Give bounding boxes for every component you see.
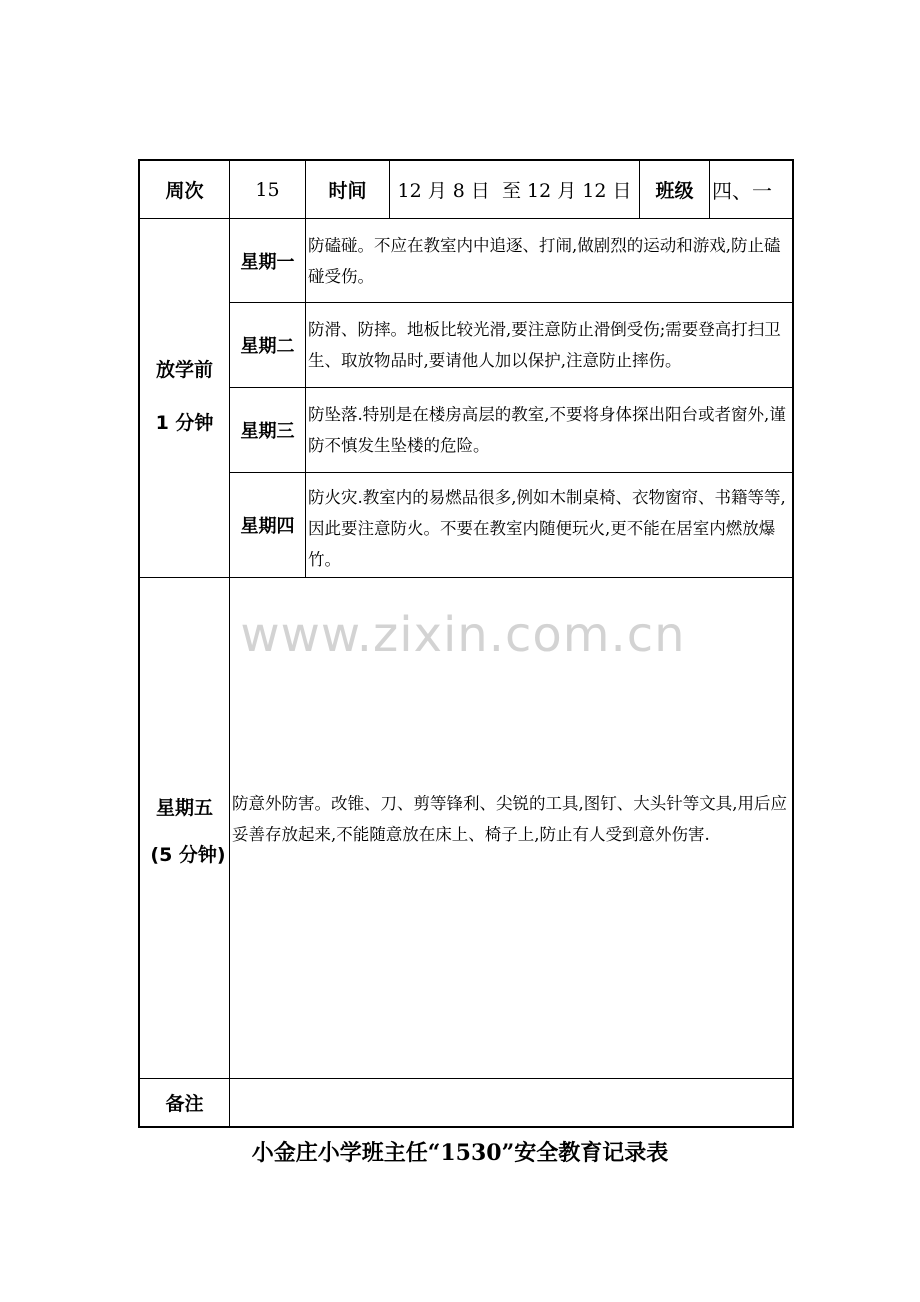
class-value: 四、一 (712, 179, 772, 203)
remarks-value[interactable] (230, 1079, 792, 1126)
day-text-wednesday: 防坠落.特别是在楼房高层的教室,不要将身体探出阳台或者窗外,谨防不慎发生坠楼的危险。 (308, 405, 786, 455)
day-label-wednesday: 星期三 (240, 421, 295, 442)
day-text-monday: 防磕碰。不应在教室内中追逐、打闹,做剧烈的运动和游戏,防止磕碰受伤。 (308, 236, 781, 286)
friday-text: 防意外防害。改锥、刀、剪等锋利、尖锐的工具,图钉、大头针等文具,用后应妥善存放起来,不能随意放在床上、椅子上,防止有人受到意外伤害. (232, 794, 787, 844)
table-border-right (792, 159, 794, 1128)
table-caption: 小金庄小学班主任“1530”安全教育记录表 (251, 1140, 669, 1166)
table-row-divider (229, 472, 794, 473)
day-label-monday: 星期一 (240, 251, 295, 273)
table-border-bottom (138, 1126, 794, 1128)
week-value: 15 (255, 178, 280, 201)
table-row-divider (229, 387, 794, 388)
time-value: 12 月 8 日 至 12 月 12 日 (397, 180, 632, 202)
remarks-label: 备注 (165, 1093, 204, 1115)
table-border-left (138, 159, 140, 1128)
day-label-thursday: 星期四 (240, 516, 295, 537)
day-text-thursday: 防火灾.教室内的易燃品很多,例如木制桌椅、衣物窗帘、书籍等等,因此要注意防火。不要在教室内随便玩火,更不能在居室内燃放爆竹。 (308, 488, 786, 569)
table-row-divider (138, 577, 794, 578)
before-school-duration: 1 分钟 (155, 412, 214, 434)
friday-duration: (5 分钟) (150, 844, 226, 866)
week-label: 周次 (165, 180, 204, 202)
before-school-label: 放学前 (155, 359, 213, 381)
day-label-tuesday: 星期二 (240, 336, 295, 357)
watermark: www.zixin.com.cn (240, 607, 686, 663)
time-label: 时间 (328, 180, 367, 202)
table-col-divider (709, 159, 710, 219)
friday-label: 星期五 (155, 797, 213, 819)
table-row-divider (229, 302, 794, 303)
class-label: 班级 (655, 180, 694, 202)
day-text-tuesday: 防滑、防摔。地板比较光滑,要注意防止滑倒受伤;需要登高打扫卫生、取放物品时,要请他人加以保护,注意防止摔伤。 (308, 320, 781, 370)
